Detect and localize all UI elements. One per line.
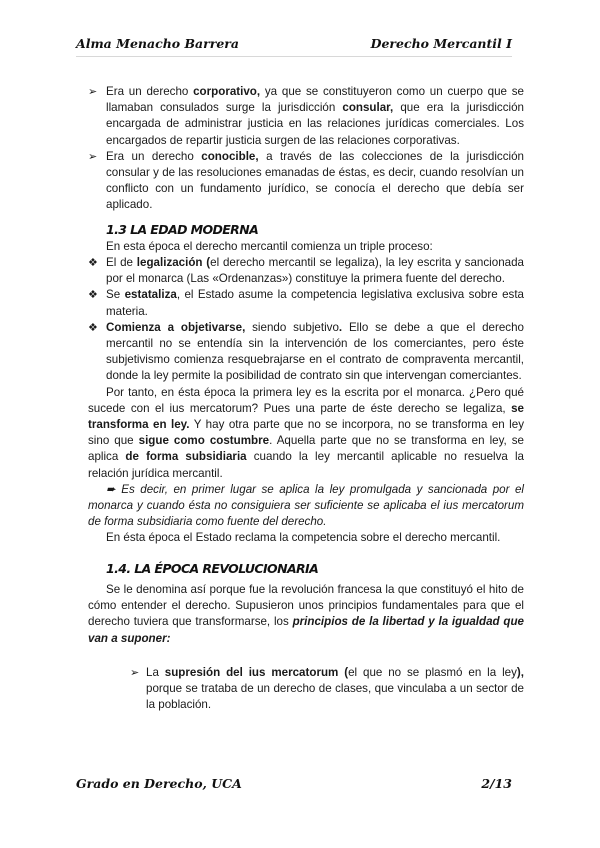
footer-course: Grado en Derecho, UCA [76,776,242,791]
bullet-supresion: ➢ La supresión del ius mercatorum (el que no se plasmó en la ley), porque se trataba de un derecho de clases, que vinculaba a un sector de la población. [130,665,524,712]
diamond-bullet-icon: ❖ [88,289,98,302]
diamond-bullet-icon: ❖ [88,321,98,334]
header-author: Alma Menacho Barrera [76,36,239,51]
document-body [88,84,524,713]
arrow-bullet-icon: ➢ [130,666,140,679]
arrow-bullet-icon: ➢ [88,150,98,163]
paragraph-ius-mercatorum: Por tanto, en ésta época la primera ley es la escrita por el monarca. ¿Pero qué sucede con el ius mercatorum? Pues una parte de éste derecho se legaliza, se transforma en ley. Y hay otra parte que no se incorpora, no se transforma en ley sino que sigue como costumbre. Aquella parte que no se transforma en ley, se aplica de forma subsidiaria cuando la ley mercantil aplicable no resuelva la relación jurídica mercantil. [88,385,525,480]
diamond-item-legalizacion: ❖ El de legalización (el derecho mercantil se legaliza), la ley escrita y sancionada por el monarca (Las «Ordenanzas») constituye la primera fuente del derecho. [88,256,524,286]
arrow-bullet-icon: ➢ [88,86,98,98]
header-rule [76,56,512,57]
section-heading-1-3: 1.3 LA EDAD MODERNA [106,221,259,237]
section-heading-1-4: 1.4. LA ÉPOCA REVOLUCIONARIA [106,560,319,576]
paragraph-revolucion: Se le denomina así porque fue la revolución francesa la que constituyó el hito de cómo entender el derecho. Supusieron unos principios fundamentales para que el derecho tuviera que transformarse, los principios de la libertad y la igualdad que van a suponer: [88,582,525,645]
paragraph-estado: En ésta época el Estado reclama la competencia sobre el derecho mercantil. [106,531,501,545]
header-subject: Derecho Mercantil I [370,36,512,51]
italic-note: ➨ Es decir, en primer lugar se aplica la ley promulgada y sancionada por el monarca y cuando ésta no consiguiera ser suficiente se aplicaba el ius mercatorum de forma subsidiaria como fuente del derecho. [88,482,524,529]
bullet-conocible: ➢ Era un derecho conocible, a través de las colecciones de la jurisdicción consular y de las resoluciones emanadas de éstas, es decir, cuando resolvían un conflicto con un fundamento jurídico, se conocía el derecho que debía ser aplicado. [88,149,524,212]
diamond-item-estataliza: ❖ Se estataliza, el Estado asume la competencia legislativa exclusiva sobre esta materia. [88,288,524,318]
footer-page-number: 2/13 [481,776,512,791]
diamond-item-objetivarse: ❖ Comienza a objetivarse, siendo subjetivo. Ello se debe a que el derecho mercantil no se entendía sin la intervención de los comerciantes, pero éste subjetivismo comienza resquebrajarse en el contrato de compraventa mercantil, donde la ley permite la posibilidad de contrato sin que intervengan comerciantes. [88,320,524,383]
diamond-bullet-icon: ❖ [88,257,98,270]
pointer-arrow-icon: ➨ [106,482,116,496]
bullet-corporativo: ➢ Era un derecho corporativo, ya que se constituyeron como un cuerpo que se llamaban consulados surge la jurisdicción consular, que era la jurisdicción encargada de administrar justicia en las relaciones jurídicas comerciales. Los encargados de repartir justicia surgen de las relaciones corporativas. [88,85,524,147]
section-intro: En esta época el derecho mercantil comienza un triple proceso: [106,239,433,253]
